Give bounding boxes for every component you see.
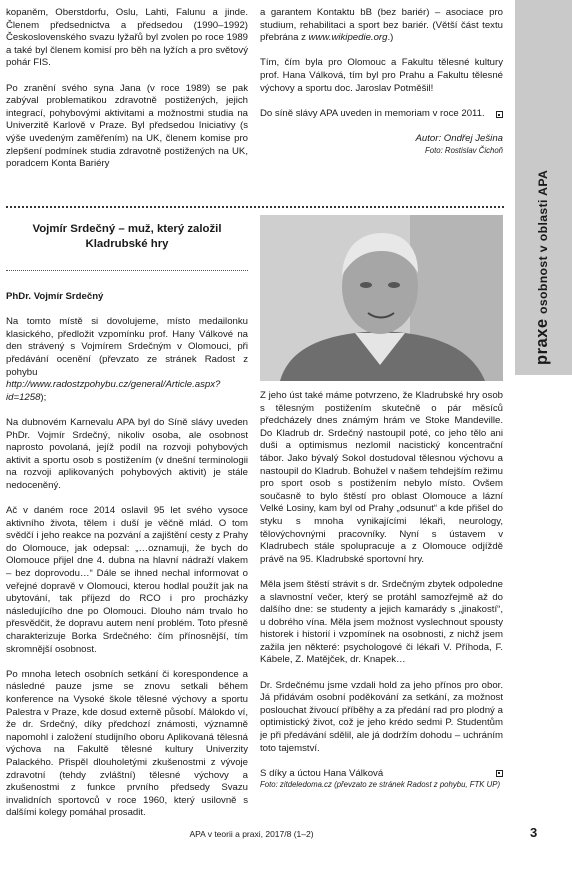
article-title: Vojmír Srdečný – muž, který založil Kladrubské hry — [32, 223, 222, 250]
photo-credit: Foto: zitdeledoma.cz (převzato ze stránek Radost z pohybu, FTK UP) — [260, 780, 501, 790]
paragraph: Na tomto místě si dovolujeme, místo medailonku klasického, předložit vzpomínku prof. Hany Válkové na den strávený s Vojmírem Srdečným v Olomouci, při předávání ocenění (převzato ze stránek Radost z pohybu http://www.radostzpohybu.cz/general/Article.aspx?id=1258); — [6, 316, 248, 403]
paragraph: kopaněm, Oberstdorfu, Oslu, Lahti, Falunu a jinde. Členem předsednictva a předsedou (1990–1992) Československého svazu lyžařů byl zvolen po roce 1989 a také byl členem komisí pro běh na lyžích a pro světový pohár FIS. — [6, 7, 248, 69]
section-divider — [6, 206, 504, 208]
section-side-label — [533, 170, 552, 365]
paragraph: Měla jsem štěstí strávit s dr. Srdečným zbytek odpoledne a slavnostní večer, který se protáhl samozřejmě až do dalšího dne: se studenty a jejich kamarády s „jinakostí“, u dobrého vína. Měla jsem možnost vyslechnout spousty historek i historií i vzpomínek na osobnosti, z nichž jsem zažila jen některé: psychologové či lékaři V. Příhoda, F. Kábele, Z. Matějček, dr. Knapek… — [260, 578, 503, 666]
paragraph: Z jeho úst také máme potvrzeno, že Kladrubské hry osob s tělesným postižením skutečně o pár měsíců předcházely dnes známým hrám ve Stoke Mandeville. Do Kladrub dr. Srdečný nastoupil poté, co jeho tělo ani duši a optimismus nezlomil nacistický koncentrační tábor. Jako bývalý Sokol dostudoval tělesnou výchovu a nastoupil do Kladrub. Bohužel v našem tehdejším režimu pro sport osob s postižením nebylo místo. Ovšem současně to bylo štěstí pro oblast Olomouce a lázní Velké Losiny, kam byl od Prahy „odsunut“ a kde přišel do styku s mnoha vynikajícími lékaři, neurology, tělovýchovnými pracovníky. Nyní s ústavem v Kladrubech stále spolupracuje a z Olomouce odjíždě právě na 95. Kladrubské sportovní hry. — [260, 390, 503, 565]
portrait-photo — [260, 215, 503, 381]
journal-footer: APA v teorii a praxi, 2017/8 (1–2) — [189, 829, 314, 839]
end-of-article-icon — [496, 770, 503, 777]
paragraph: a garantem Kontaktu bB (bez bariér) – asociace pro studium, rehabilitaci a sport bez bariér. (Větší část textu přebrána z www.wikipedie.org.) — [260, 7, 503, 44]
paragraph: Po zranění svého syna Jana (v roce 1989) se pak zabýval problematikou zdravotně postižených, jejich integrací, pohybovými aktivitami a možnostmi studia na Univerzitě Karlově v Praze. Byl předsedou Iniciativy (s výše uvedeným zaměřením) na UK, členem komise pro zlepšení podmínek studia zdravotně postižených na UK, poradcem Konta Bariéry — [6, 82, 248, 170]
prev-article-right-column — [260, 7, 503, 156]
section-topic: osobnost v oblasti APA — [536, 169, 550, 315]
wiki-link[interactable]: www.wikipedie.org — [308, 32, 388, 44]
title-divider — [6, 270, 248, 271]
paragraph: Dr. Srdečnému jsme vzdali hold za jeho přínos pro obor. Já přidávám osobní poděkování za setkání, za možnost poslouchat živoucí příběhy a za předání rad pro plodný a optimistický život, což je jeho krédo sedmi P. Studentům je při předávání sdělil, ale já dodržím dohodu – uchráním toto tajemství. — [260, 679, 503, 754]
end-of-article-icon — [496, 111, 503, 118]
article-right-column — [260, 390, 503, 790]
paragraph: Tím, čím byla pro Olomouc a Fakultu tělesné kultury prof. Hana Válková, tím byl pro Prahu a Fakultu tělesné výchovy a sportu doc. Jaroslav Potměšil! — [260, 57, 503, 94]
portrait-illustration — [260, 215, 503, 381]
article-author: Autor: Ondřej Ješina — [415, 132, 503, 144]
closing-line — [260, 768, 503, 781]
author-heading: PhDr. Vojmír Srdečný — [6, 291, 104, 302]
paragraph: Ač v daném roce 2014 oslavil 95 let svého vysoce aktivního života, tělem i duší je věčně mlád. O tom svědčí i jeho reakce na pozvání a zajištění cesty z Prahy do Olomouce, jak odepsal: „…oznamuji, že bych do Olomouce přijel dne 4. dubna na hlavní nádraží vlakem – bez doprovodu…“ Dále se ihned nechal informovat o veřejné dopravě v Olomouci, kterou hodlal použít jak na ubytování, tak příjezd do RCO i pro procházky následujícího dne po Olomouci. Dlouho nám trvalo ho přesvědčit, že dopravu autem není problém. Toto přesně charakterizuje Borka Srdečného: čím přínosnější, tím skromnější osobnost. — [6, 505, 248, 655]
paragraph: Na dubnovém Karnevalu APA byl do Síně slávy uveden PhDr. Vojmír Srdečný, nikoliv osoba, ale osobnost naprosto povolaná, jejíž podíl na rozvoji pohybových aktivit a sportu osob s postižením (v dnešní terminologii na rozvoji aplikovaných pohybových aktivit) je stále nedoceněný. — [6, 416, 248, 491]
section-name: praxe — [533, 318, 551, 365]
paragraph: Po mnoha letech osobních setkání či korespondence a následné pauze jsme se znovu setkali během konference na Vysoké škole tělesné výchovy a sportu Palestra v Praze, kde dosud externě působí. Málokdo ví, že dr. Srdečný, díky předchozí známosti, významně napomohl i založení studijního oboru Aplikovaná tělesná výchova na Fakultě tělesné kultury Univerzity Palackého. Přispěl dlouholetými zkušenostmi z vývoje zdravotní (tehdy zvláštní) tělesné výchovy a zkušenostmi z funkce prvního předsedy Svazu invalidních sportovců v roce 1960, který usilovně s dalšími kolegy pomáhal prosadit. — [6, 668, 248, 819]
photo-credit: Foto: Rostislav Čichoň — [425, 145, 503, 155]
source-link[interactable]: http://www.radostzpohybu.cz/general/Article.aspx?id=1258 — [6, 379, 221, 403]
prev-article-left-column — [6, 7, 248, 171]
paragraph: Do síně slávy APA uveden in memoriam v roce 2011. — [260, 108, 503, 121]
closing-signature: S díky a úctou Hana Válková — [260, 767, 384, 779]
page-number: 3 — [530, 825, 538, 840]
article-left-column — [6, 291, 248, 820]
